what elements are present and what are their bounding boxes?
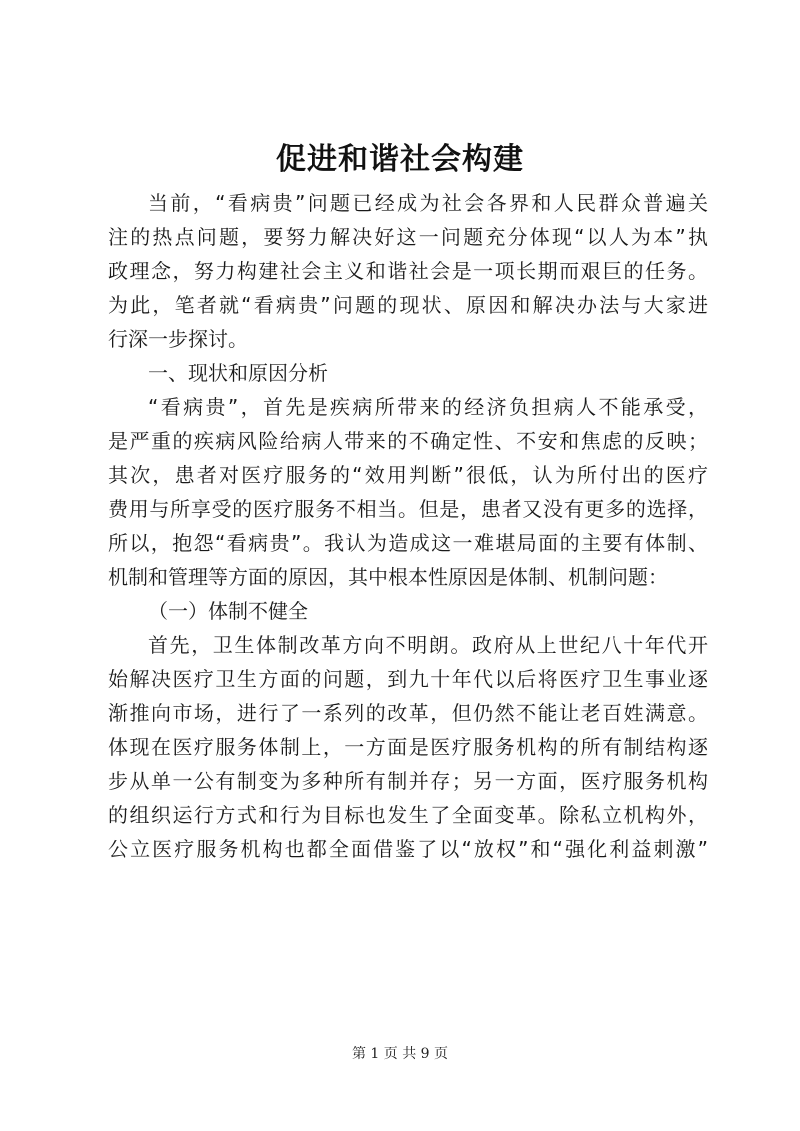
paragraph-line: 的组织运行方式和行为目标也发生了全面变革。除私立机构外， xyxy=(108,803,708,827)
page-number-footer: 第 1 页 共 9 页 xyxy=(351,1046,449,1062)
paragraph-line: 是严重的疾病风险给病人带来的不确定性、不安和焦虑的反映； xyxy=(108,429,708,453)
paragraph-line: 其次，患者对医疗服务的“效用判断”很低，认为所付出的医疗 xyxy=(108,463,708,487)
paragraph-line: 政理念，努力构建社会主义和谐社会是一项长期而艰巨的任务。 xyxy=(108,259,708,283)
paragraph-line: 所以，抱怨“看病贵”。我认为造成这一难堪局面的主要有体制、 xyxy=(108,531,708,555)
subsection-heading: （一）体制不健全 xyxy=(148,599,308,623)
paragraph-line: 行深一步探讨。 xyxy=(108,327,248,351)
paragraph-line: “看病贵”，首先是疾病所带来的经济负担病人不能承受， xyxy=(148,395,708,419)
paragraph-line: 注的热点问题，要努力解决好这一问题充分体现“以人为本”执 xyxy=(108,225,708,249)
paragraph-line: 首先，卫生体制改革方向不明朗。政府从上世纪八十年代开 xyxy=(148,633,708,657)
paragraph-line: 机制和管理等方面的原因，其中根本性原因是体制、机制问题： xyxy=(108,565,668,589)
document-body xyxy=(108,186,708,866)
paragraph-line: 始解决医疗卫生方面的问题，到九十年代以后将医疗卫生事业逐 xyxy=(108,667,708,691)
paragraph-line: 步从单一公有制变为多种所有制并存；另一方面，医疗服务机构 xyxy=(108,769,708,793)
paragraph-line: 体现在医疗服务体制上，一方面是医疗服务机构的所有制结构逐 xyxy=(108,735,708,759)
paragraph-line: 当前，“看病贵”问题已经成为社会各界和人民群众普遍关 xyxy=(148,191,708,215)
paragraph-line: 渐推向市场，进行了一系列的改革，但仍然不能让老百姓满意。 xyxy=(108,701,708,725)
paragraph-line: 费用与所享受的医疗服务不相当。但是，患者又没有更多的选择， xyxy=(108,497,708,521)
document-title: 促进和谐社会构建 xyxy=(276,142,524,177)
paragraph-line: 为此，笔者就“看病贵”问题的现状、原因和解决办法与大家进 xyxy=(108,293,708,317)
section-heading: 一、现状和原因分析 xyxy=(148,361,328,385)
paragraph-line: 公立医疗服务机构也都全面借鉴了以“放权”和“强化利益刺激” xyxy=(108,837,708,861)
